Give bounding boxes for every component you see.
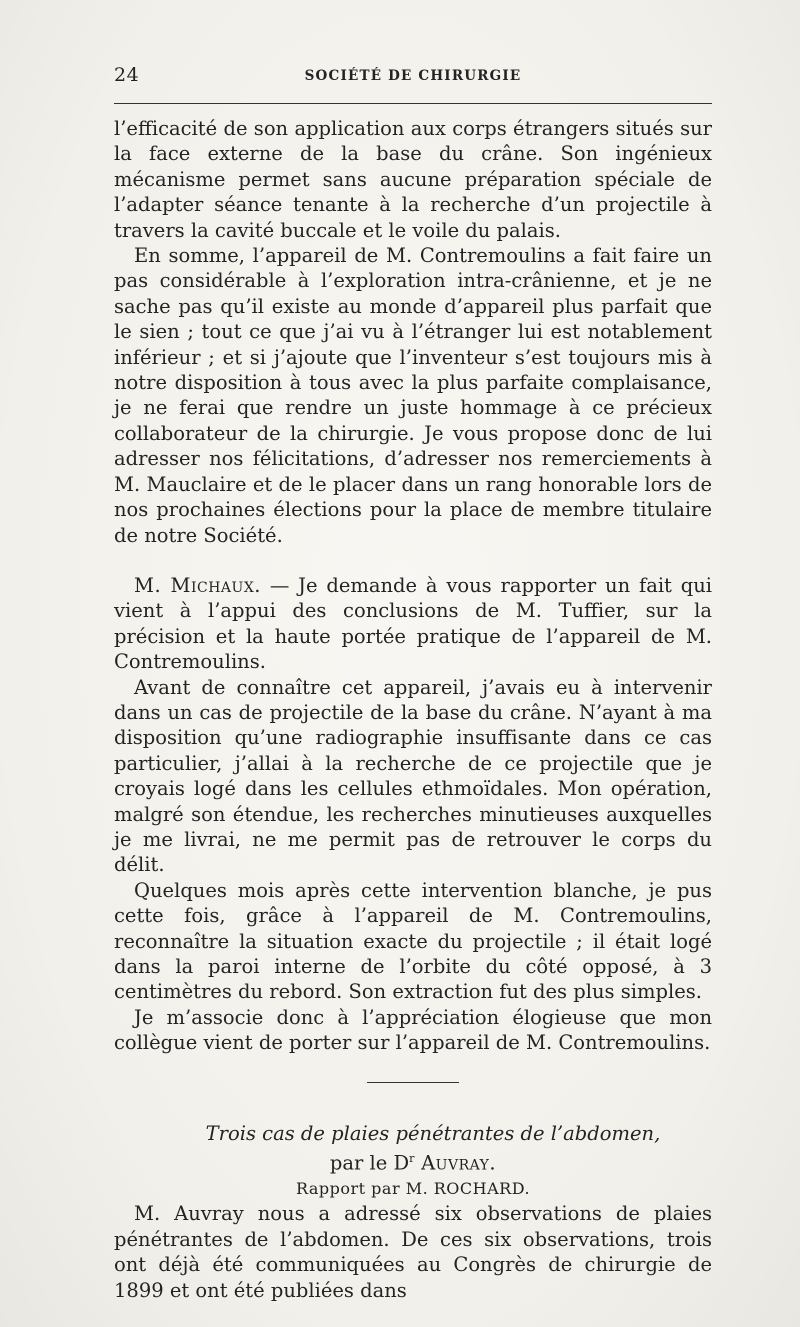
paragraph-4: Avant de connaître cet appareil, j’avais eu à intervenir dans un cas de projectile de la base du crâne. N’ayant à ma disposition qu’une radiographie insuffisante dans ce cas particulier, j’allai à la recherche de ce projectile que je croyais logé dans les cellules ethmoïdales. Mon opération, malgré son étendue, les recherches minutieuses auxquelles je me livrai, ne me permit pas de retrouver le corps du délit. — [114, 675, 712, 877]
paragraph-gap — [114, 548, 712, 573]
paragraph-2: En somme, l’appareil de M. Contremoulins a fait faire un pas considérable à l’exploration intra-crânienne, et je ne sache pas qu’il existe au monde d’appareil plus parfait que le sien ; tout ce que j’ai vu à l’étranger lui est notablement inférieur ; et si j’ajoute que l’inventeur s’est toujours mis à notre disposition à tous avec la plus parfaite complaisance, je ne ferai que rendre un juste hommage à ce précieux collaborateur de la chirurgie. Je vous propose donc de lui adresser nos félicitations, d’adresser nos remerciements à M. Mauclaire et de le placer dans un rang honorable lors de nos prochaines élections pour la place de membre titulaire de notre Société. — [114, 244, 712, 547]
paragraph-3 — [114, 573, 712, 675]
paragraph-5: Quelques mois après cette intervention blanche, je pus cette fois, grâce à l’appareil de M. Contremoulins, reconnaître la situation exacte du projectile ; il était logé dans la paroi interne de l’orbite du côté opposé, à 3 centimètres du rebord. Son extraction fut des plus simples. — [114, 878, 712, 1004]
author-sup: r — [409, 1152, 415, 1166]
article-author — [114, 1146, 712, 1176]
header-rule — [114, 103, 712, 104]
author-name: Auvray. — [414, 1151, 497, 1175]
body-text — [114, 116, 712, 1303]
running-title: SOCIÉTÉ DE CHIRURGIE — [304, 68, 522, 84]
author-prefix: par le D — [329, 1151, 410, 1175]
article-title: Trois cas de plaies pénétrantes de l’abdomen, — [205, 1121, 661, 1145]
section-divider — [367, 1082, 459, 1083]
paragraph-1: l’efficacité de son application aux corps étrangers situés sur la face externe de la base du crâne. Son ingénieux mécanisme permet sans aucune préparation spéciale de l’adapter séance tenante à la recherche d’un projectile à travers la cavité buccale et le voile du palais. — [114, 117, 712, 242]
speaker-name: M. Michaux. — [134, 573, 261, 597]
paragraph-7: M. Auvray nous a adressé six observations de plaies pénétrantes de l’abdomen. De ces six observations, trois ont déjà été communiquées au Congrès de chirurgie de 1899 et ont été publiées dans — [114, 1202, 712, 1302]
page-number: 24 — [114, 64, 140, 86]
paragraph-3-text: — Je demande à vous rapporter un fait qui vient à l’appui des conclusions de M. Tuffier, sur la précision et la haute portée pratique de l’appareil de M. Contremoulins. — [114, 573, 713, 674]
page-header — [114, 62, 712, 92]
paragraph-6: Je m’associe donc à l’appréciation élogieuse que mon collègue vient de porter sur l’appareil de M. Contremoulins. — [114, 1005, 712, 1055]
report-line: Rapport par M. ROCHARD. — [295, 1178, 531, 1198]
